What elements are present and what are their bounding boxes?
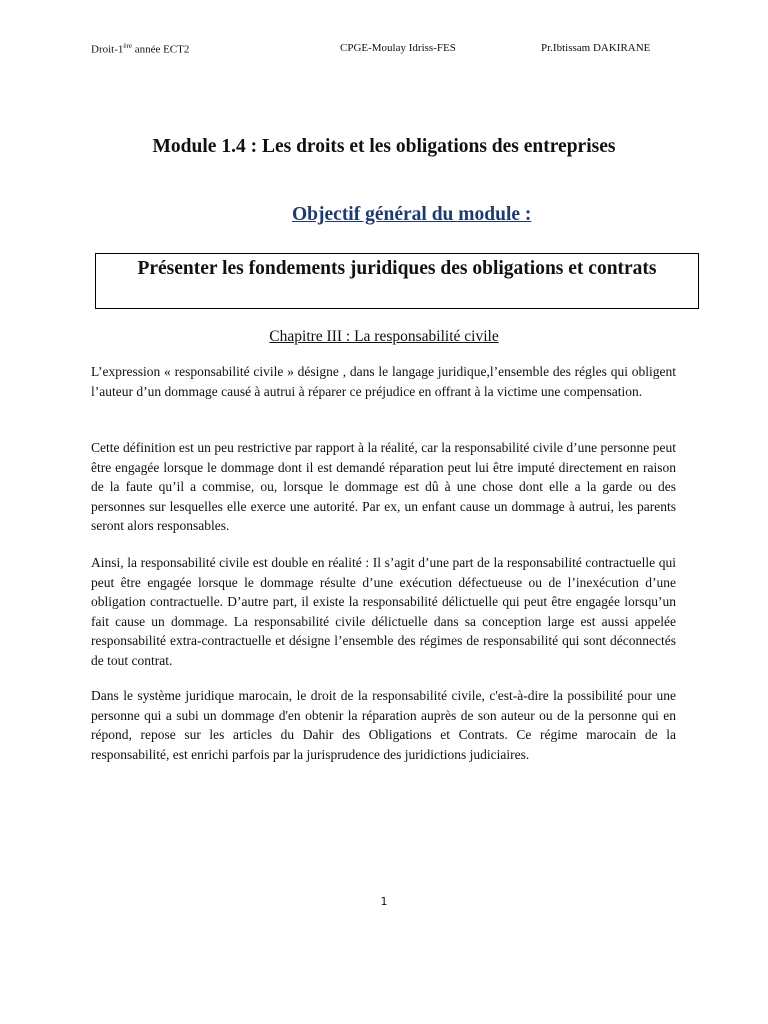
paragraph-restriction: Cette définition est un peu restrictive par rapport à la réalité, car la responsabilité civile d’une personne peut être engagée lorsque le dommage dont il est demandé réparation peut lui être imputé directement en raison de la faute qu’il a commise, ou, lorsque le dommage est dû à une chose dont elle a la garde ou des personnes sur lesquelles elle exerce une autorité. Par ex, un enfant cause un dommage à autrui, les parents seront alors responsables. [91,440,676,533]
module-title: Module 1.4 : Les droits et les obligations des entreprises [152,136,616,157]
paragraph-definition: L’expression « responsabilité civile » désigne , dans le langage juridique,l’ensemble des régles qui obligent l’auteur d’un dommage causé à autrui à réparer ce préjudice en offrant à la victime une compensation. [91,364,676,399]
header-course [91,42,189,56]
paragraph-double-responsibility: Ainsi, la responsabilité civile est double en réalité : Il s’agit d’une part de la responsabilité contractuelle qui peut être engagée lorsque le dommage résulte d’une exécution défectueuse ou de l’inexécution d’une obligation contractuelle. D’autre part, il existe la responsabilité délictuelle qui peut être engagée lorsqu’un fait cause un dommage. La responsabilité civile délictuelle dans sa conception large est aussi appelée responsabilité extra-contractuelle et désigne l’ensemble des régimes de responsabilité qui sont déconnectés de tout contrat. [91,555,676,668]
header-course-prefix: Droit-1 [91,43,124,56]
objective-box-text: Présenter les fondements juridiques des obligations et contrats [137,258,657,279]
objective-heading: Objectif général du module : [292,204,532,225]
header-author: Pr.Ibtissam DAKIRANE [541,42,651,54]
chapter-title: Chapitre III : La responsabilité civile [269,328,499,345]
objective-box [95,253,699,309]
paragraph-moroccan-system: Dans le système juridique marocain, le droit de la responsabilité civile, c'est-à-dire la possibilité pour une personne qui a subi un dommage d'en obtenir la réparation auprès de son auteur ou de la personne qui en répond, repose sur les articles du Dahir des Obligations et Contrats. Ce régime marocain de la responsabilité, est enrichi parfois par la jurisprudence des juridictions judiciaires. [91,688,676,762]
header-institution: CPGE-Moulay Idriss-FES [340,42,456,54]
header-course-sup: ère [123,42,132,50]
page-number: 1 [380,895,388,908]
header-course-suffix: année ECT2 [131,43,190,56]
